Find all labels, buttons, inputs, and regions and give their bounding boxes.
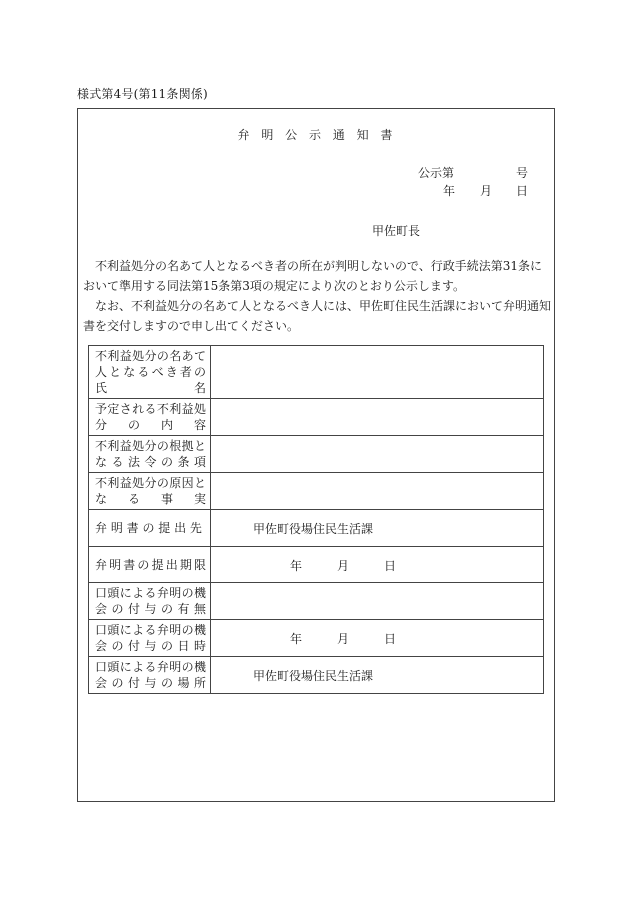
row-label-cause: 不利益処分の原因と な る 事 実 xyxy=(89,473,211,510)
body-paragraph-2: なお、不利益処分の名あて人となるべき人には、甲佐町住民生活課において弁明通知書を交付しますので申し出てください。 xyxy=(83,299,552,333)
notice-number-suffix: 号 xyxy=(515,166,528,180)
issuer-name: 甲佐町長 xyxy=(372,224,421,238)
row-label-oral-hearing-datetime: 口頭による弁明の機会の付与の日時 xyxy=(89,620,211,657)
row-value-planned-disposition xyxy=(211,399,544,436)
table-row xyxy=(89,473,544,510)
row-label-submission-deadline: 弁明書の提出期限 xyxy=(89,547,211,583)
row-value-recipient xyxy=(211,346,544,399)
row-label-planned-disposition: 予定される不利益処 分 の 内 容 xyxy=(89,399,211,436)
table-row xyxy=(89,547,544,583)
row-label-oral-hearing-location: 口頭による弁明の機会の付与の場所 xyxy=(89,657,211,694)
body-paragraph-1: 不利益処分の名あて人となるべき者の所在が判明しないので、行政手続法第31条において準用する同法第15条第3項の規定により次のとおり公示します。 xyxy=(83,259,543,293)
document-title: 弁 明 公 示 通 知 書 xyxy=(237,128,393,142)
date-day-label: 日 xyxy=(516,184,529,198)
form-number-label: 様式第4号(第11条関係) xyxy=(77,87,208,101)
row-label-legal-basis: 不利益処分の根拠となる法令の条項 xyxy=(89,436,211,473)
table-row xyxy=(89,346,544,399)
notice-date xyxy=(443,182,528,198)
deadline-month-label: 月 xyxy=(337,558,350,573)
table-row xyxy=(89,436,544,473)
deadline-day-label: 日 xyxy=(384,558,397,573)
hearing-year-label: 年 xyxy=(290,632,303,646)
table-row xyxy=(89,620,544,657)
hearing-day-label: 日 xyxy=(384,632,397,646)
notice-number-prefix: 公示第 xyxy=(418,166,455,180)
row-value-oral-hearing-datetime xyxy=(211,620,544,657)
table-row xyxy=(89,583,544,620)
notice-detail-table xyxy=(88,345,544,694)
row-value-submission-office: 甲佐町役場住民生活課 xyxy=(211,510,544,547)
row-value-submission-deadline xyxy=(211,547,544,583)
table-row xyxy=(89,399,544,436)
row-value-oral-hearing-availability xyxy=(211,583,544,620)
row-label-oral-hearing-availability: 口頭による弁明の機会の付与の有無 xyxy=(89,583,211,620)
deadline-year-label: 年 xyxy=(290,558,303,573)
row-value-oral-hearing-location: 甲佐町役場住民生活課 xyxy=(211,657,544,694)
table-row xyxy=(89,510,544,547)
row-label-recipient: 不利益処分の名あて人となるべき者の 氏 名 xyxy=(89,346,211,399)
notice-body xyxy=(83,256,553,336)
table-row xyxy=(89,657,544,694)
date-year-label: 年 xyxy=(443,184,456,198)
row-value-cause xyxy=(211,473,544,510)
hearing-month-label: 月 xyxy=(337,632,350,646)
row-label-submission-office: 弁 明 書 の 提 出 先 xyxy=(89,510,211,547)
row-value-legal-basis xyxy=(211,436,544,473)
date-month-label: 月 xyxy=(480,184,493,198)
